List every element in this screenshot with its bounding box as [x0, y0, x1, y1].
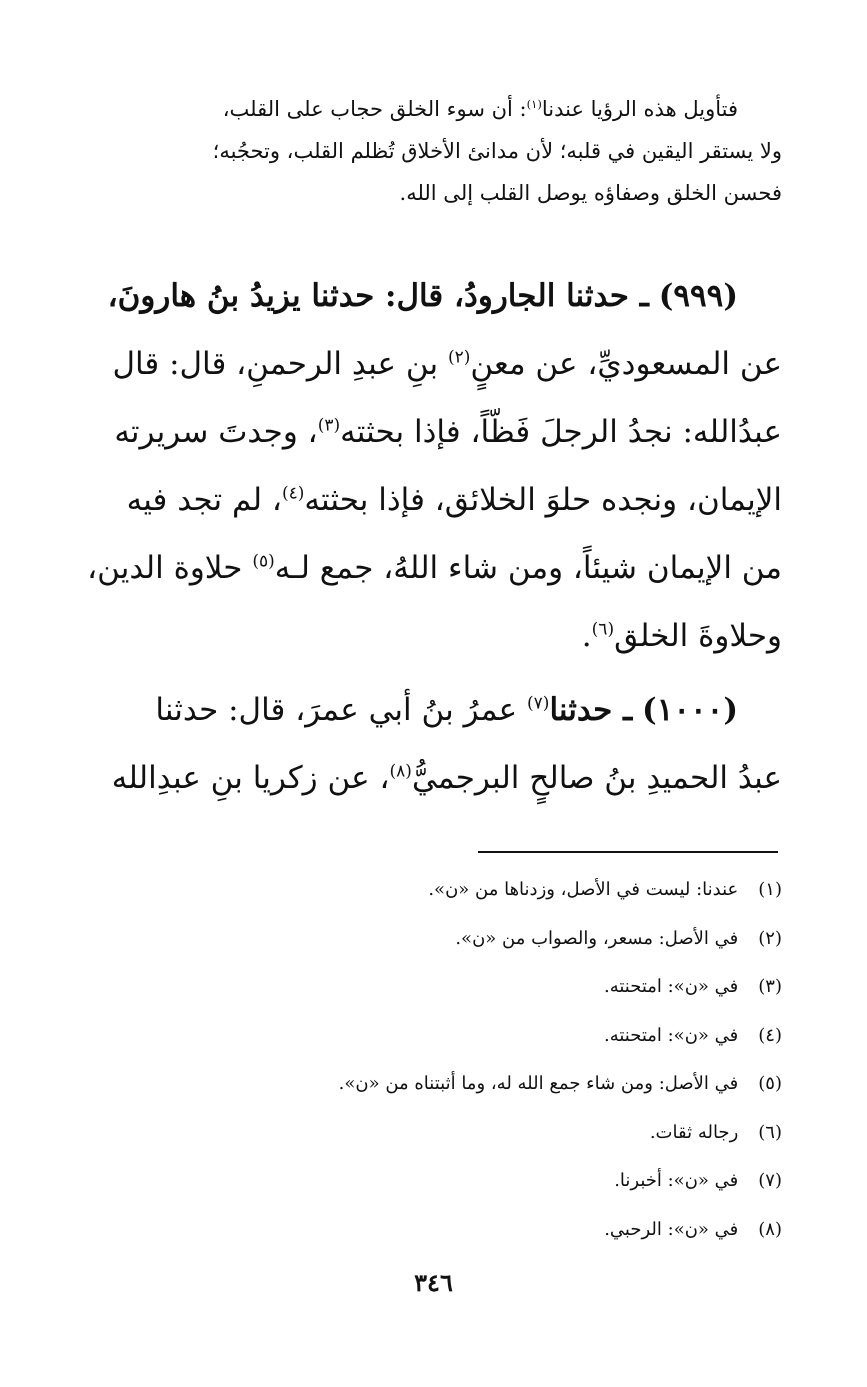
hadith-999-line-3: [60, 398, 782, 466]
footnote-text: في «ن»: الرحبي.: [604, 1218, 739, 1240]
footnotes-list: [60, 866, 782, 1254]
hadith-1000-line-2: [60, 744, 782, 812]
hadith-1000: [60, 676, 782, 812]
hadith-text: وحلاوةَ الخلق: [614, 618, 782, 654]
intro-text: فتأويل هذه الرؤيا عندنا: [541, 97, 738, 121]
hadith-text: عن المسعوديِّ، عن معنٍ: [470, 346, 782, 382]
footnote-number: (٧): [758, 1170, 782, 1191]
hadith-text: حلاوة الدين،: [87, 550, 253, 586]
footnote-text: في الأصل: ومن شاء جمع الله له، وما أثبتناه من «ن».: [338, 1073, 739, 1094]
hadith-999-line-5: [60, 534, 782, 602]
footnote-text: عندنا: ليست في الأصل، وزدناها من «ن».: [428, 879, 739, 900]
hadith-999-line-6: [60, 602, 782, 670]
footnote-ref-4[interactable]: (٤): [281, 483, 305, 504]
footnote-item: [60, 963, 782, 1012]
footnote-text: في «ن»: أخبرنا.: [614, 1170, 739, 1191]
hadith-text: الإيمان، ونجده حلوَ الخلائق، فإذا بحثته: [304, 482, 782, 518]
footnote-number: (٦): [758, 1121, 782, 1143]
intro-text: : أن سوء الخلق حجاب على القلب،: [222, 97, 527, 121]
hadith-text: ، عن زكريا بنِ عبدِالله: [111, 760, 390, 796]
footnote-ref-6[interactable]: (٦): [591, 619, 615, 640]
footnote-ref-5[interactable]: (٥): [252, 551, 275, 572]
hadith-text: .: [581, 618, 592, 654]
intro-line-3: فحسن الخلق وصفاؤه يوصل القلب إلى الله.: [399, 181, 782, 205]
hadith-text: عبدُ الحميدِ بنُ صالحٍ البرجميُّ: [411, 760, 782, 796]
footnote-ref-3[interactable]: (٣): [317, 415, 341, 436]
footnote-ref-2[interactable]: (٢): [447, 347, 471, 368]
intro-paragraph: [60, 88, 782, 214]
hadith-text: ـ حدثنا: [549, 692, 633, 728]
hadith-text: عبدُالله: نجدُ الرجلَ فَظّاً، فإذا بحثته: [340, 414, 782, 450]
footnote-number: (٤): [758, 1024, 782, 1046]
footnote-item: [60, 1206, 782, 1255]
footnote-ref-1[interactable]: (١): [526, 97, 542, 111]
intro-line-2: ولا يستقر اليقين في قلبه؛ لأن مدانئ الأخلاق تُظلم القلب، وتحجُبه؛: [212, 139, 782, 163]
footnote-text: رجاله ثقات.: [649, 1121, 739, 1143]
hadith-number: (٩٩٩): [658, 278, 738, 314]
hadith-text: بنِ عبدِ الرحمنِ، قال: قال: [112, 346, 448, 382]
footnote-text: في «ن»: امتحنته.: [603, 1024, 739, 1046]
footnote-number: (١): [758, 879, 782, 900]
hadith-number: (١٠٠٠): [642, 692, 738, 728]
page-number: ٣٤٦: [414, 1268, 453, 1297]
hadith-text: ، لم تجد فيه: [126, 482, 282, 518]
hadith-999-line-2: [60, 330, 782, 398]
footnote-item: [60, 1109, 782, 1158]
footnote-divider: [478, 851, 778, 853]
footnote-text: في الأصل: مسعر، والصواب من «ن».: [455, 927, 739, 949]
footnote-number: (٥): [758, 1073, 782, 1094]
hadith-text: ، وجدتَ سريرته: [114, 414, 318, 450]
footnote-text: في «ن»: امتحنته.: [603, 976, 739, 997]
footnote-item: [60, 1012, 782, 1061]
footnote-number: (٨): [758, 1218, 782, 1240]
hadith-999: [60, 262, 782, 670]
footnote-item: [60, 1157, 782, 1206]
footnote-ref-8[interactable]: (٨): [389, 761, 412, 782]
footnote-item: [60, 915, 782, 964]
hadith-999-line-4: [60, 466, 782, 534]
footnote-ref-7[interactable]: (٧): [526, 693, 550, 714]
hadith-text: عمرُ بنُ أبي عمرَ، قال: حدثنا: [155, 692, 527, 728]
footnote-item: [60, 866, 782, 915]
hadith-text: ـ حدثنا الجارودُ، قال: حدثنا يزيدُ بنُ هارونَ،: [107, 278, 649, 314]
hadith-text: من الإيمان شيئاً، ومن شاء اللهُ، جمع لـه: [274, 550, 782, 586]
hadith-1000-line-1: [60, 676, 782, 744]
intro-line-1: [60, 88, 782, 130]
footnote-item: [60, 1060, 782, 1109]
hadith-999-line-1: [60, 262, 782, 330]
footnote-number: (٣): [758, 976, 782, 997]
footnote-number: (٢): [758, 927, 782, 949]
